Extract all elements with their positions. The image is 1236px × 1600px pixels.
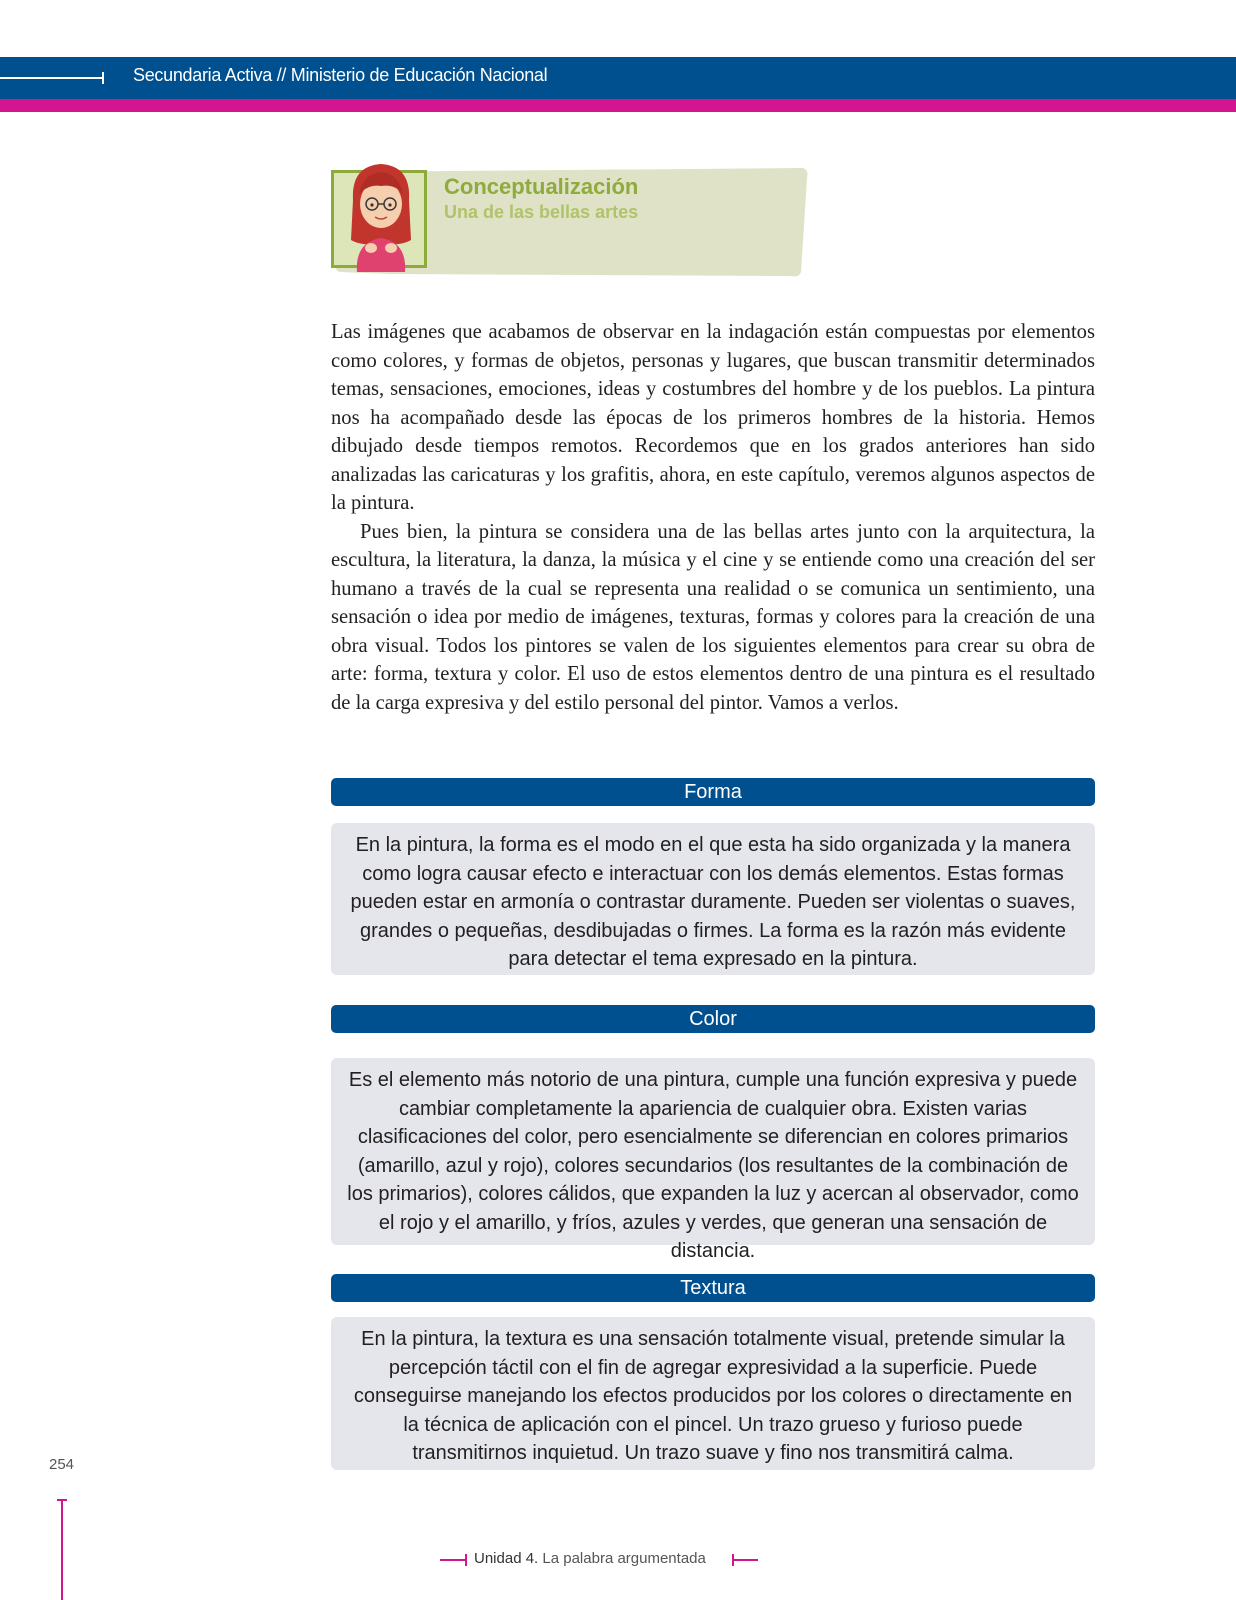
concept-title: Conceptualización [444,174,639,199]
footer-text [474,1550,706,1567]
concept-banner [331,160,811,280]
section-box-forma: En la pintura, la forma es el modo en el que esta ha sido organizada y la manera como logra causar efecto e interactuar con los demás elementos. Estas formas pueden estar en armonía o contrastar duramente. Pueden ser violentas o suaves, grandes o pequeñas, desdibujadas o firmes. La forma es la razón más evidente para detectar el tema expresado en la pintura. [331,823,1095,975]
body-text [331,318,1095,717]
left-rule [61,1499,63,1600]
footer [440,1549,760,1571]
header-rule-tick [102,72,104,84]
page-number: 254 [49,1456,75,1473]
header-accent-stripe [0,99,1236,112]
body-paragraph: Las imágenes que acabamos de observar en la indagación están compuestas por elementos como colores, y formas de objetos, personas y lugares, que buscan transmitir determinados temas, sensaciones, emociones, ideas y costumbres del hombre y de los pueblos. La pintura nos ha acompañado desde las épocas de los primeros hombres de la historia. Hemos dibujado desde tiempos remotos. Recordemos que en los grados anteriores han sido analizadas las caricaturas y los grafitis, ahora, en este capítulo, veremos algunos aspectos de la pintura. [331,321,1095,514]
section-heading-color: Color [331,1005,1095,1033]
concept-subtitle: Una de las bellas artes [444,202,639,222]
footer-unit: Unidad 4. [474,1550,539,1567]
section-box-color: Es el elemento más notorio de una pintura, cumple una función expresiva y puede cambiar completamente la apariencia de cualquier obra. Existen varias clasificaciones del color, pero esencialmente se diferencian en colores primarios (amarillo, azul y rojo), colores secundarios (los resultantes de la combinación de los primarios), colores cálidos, que expanden la luz y acercan al observador, como el rojo y el amarillo, y fríos, azules y verdes, que generan una sensación de distancia. [331,1058,1095,1245]
section-heading-textura: Textura [331,1274,1095,1302]
girl-character-icon [341,160,421,276]
footer-title: La palabra argumentada [542,1550,706,1567]
section-heading-forma: Forma [331,778,1095,806]
footer-rule-right [732,1559,758,1561]
section-box-textura: En la pintura, la textura es una sensación totalmente visual, pretende simular la percepción táctil con el fin de agregar expresividad a la superficie. Puede conseguirse manejando los efectos producidos por los colores o directamente en la técnica de aplicación con el pincel. Un trazo grueso y furioso puede transmitirnos inquietud. Un trazo suave y fino nos transmitirá calma. [331,1317,1095,1470]
header-title: Secundaria Activa // Ministerio de Educación Nacional [133,65,548,85]
footer-rule-left-tick [465,1554,467,1566]
header-rule [0,77,104,79]
footer-rule-left [440,1559,466,1561]
body-paragraph: Pues bien, la pintura se considera una de las bellas artes junto con la arquitectura, la escultura, la literatura, la danza, la música y el cine y se entiende como una creación del ser humano a través de la cual se representa una realidad o se comunica un sentimiento, una sensación o idea por medio de imágenes, texturas, formas y colores para la creación de una obra visual. Todos los pintores se valen de los siguientes elementos para crear su obra de arte: forma, textura y color. El uso de estos elementos dentro de una pintura es el resultado de la carga expresiva y del estilo personal del pintor. Vamos a verlos. [331,520,1095,714]
